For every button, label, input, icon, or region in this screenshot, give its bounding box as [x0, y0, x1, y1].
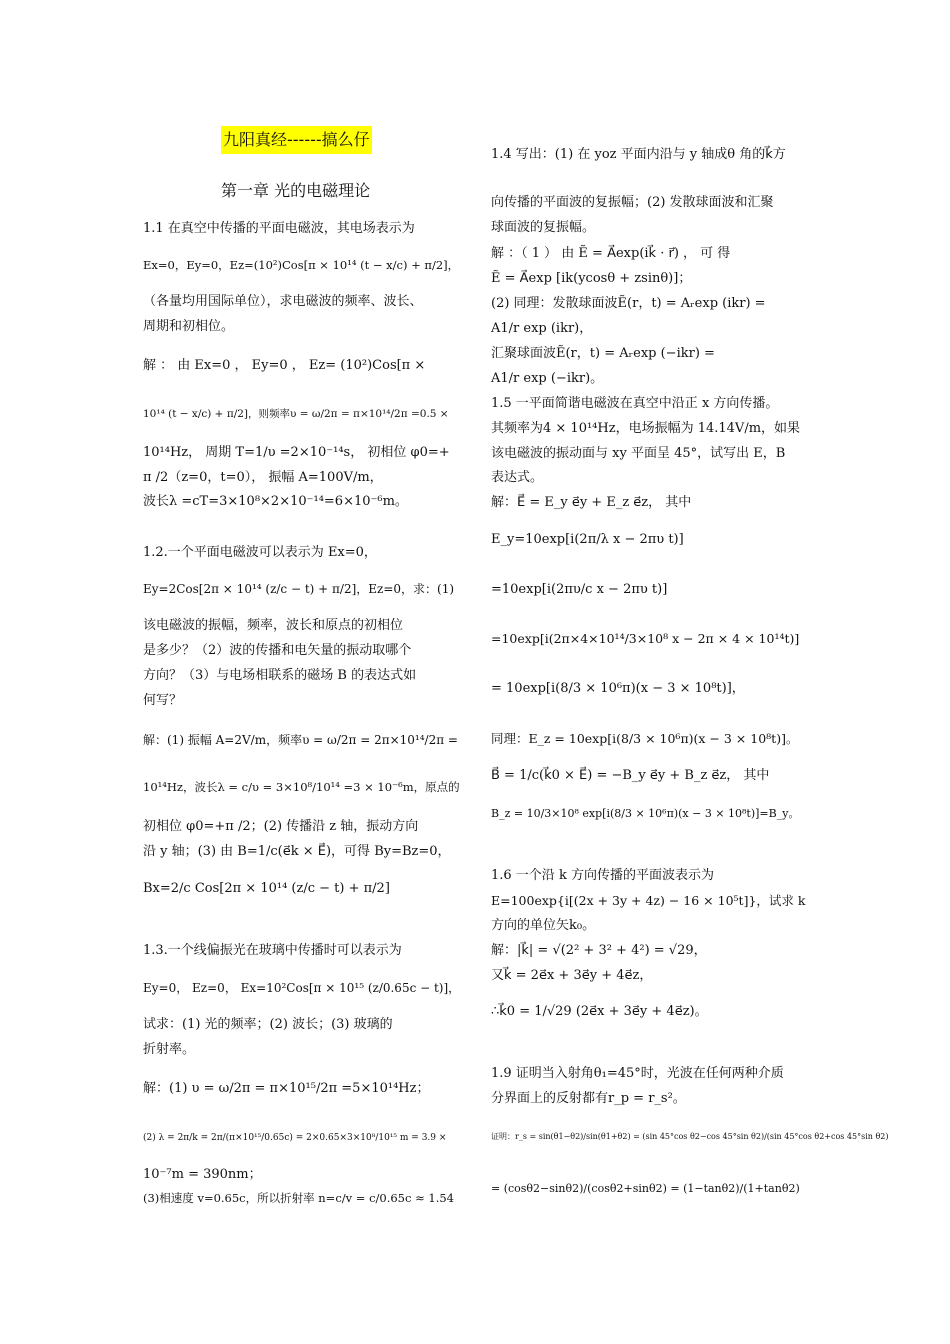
- left-text-line: 10⁻⁷m = 390nm；: [143, 1167, 262, 1182]
- left-text-line: Ey=0， Ez=0， Ex=10²Cos[π × 10¹⁵ (z/0.65c − t)]，: [143, 981, 461, 995]
- right-text-line: = 10exp[i(8/3 × 10⁶π)(x − 3 × 10⁸t)]，: [491, 681, 745, 696]
- right-text-line: 解 ：（ 1 ） 由 Ẽ = A⃗exp(ik⃗ · r⃗) ， 可 得: [491, 246, 731, 261]
- right-text-line: = (cosθ2−sinθ2)/(cosθ2+sinθ2) = (1−tanθ2)/(1+tanθ2): [491, 1182, 800, 1195]
- left-text-line: 1.1 在真空中传播的平面电磁波，其电场表示为: [143, 221, 415, 236]
- left-text-line: Bx=2/c Cos[2π × 10¹⁴ (z/c − t) + π/2]: [143, 881, 390, 896]
- left-text-line: π /2（z=0，t=0）， 振幅 A=100V/m，: [143, 470, 383, 485]
- left-text-line: (3)相速度 v=0.65c，所以折射率 n=c/v = c/0.65c ≈ 1.54: [143, 1191, 454, 1205]
- right-text-line: 又k⃗ = 2e⃗x + 3e⃗y + 4e⃗z，: [491, 968, 653, 983]
- right-text-line: 1.4 写出：(1) 在 yoz 平面内沿与 y 轴成θ 角的k⃗方: [491, 147, 786, 162]
- left-text-line: 解：(1) υ = ω/2π = π×10¹⁵/2π =5×10¹⁴Hz；: [143, 1081, 430, 1096]
- right-text-line: 同理：E_z = 10exp[i(8/3 × 10⁶π)(x − 3 × 10⁸t)]。: [491, 731, 799, 746]
- right-text-line: 1.5 一平面简谐电磁波在真空中沿正 x 方向传播。: [491, 396, 779, 411]
- right-text-line: 球面波的复振幅。: [491, 220, 596, 235]
- left-text-line: 是多少？（2）波的传播和电矢量的振动取哪个: [143, 643, 412, 658]
- right-text-line: 方向的单位矢k₀。: [491, 918, 596, 933]
- right-text-line: 1.9 证明当入射角θ₁=45°时，光波在任何两种介质: [491, 1066, 784, 1081]
- document-title: 九阳真经------搞么仔: [221, 126, 372, 154]
- left-text-line: 解：(1) 振幅 A=2V/m，频率υ = ω/2π = 2π×10¹⁴/2π =: [143, 733, 458, 747]
- left-text-line: 10¹⁴ (t − x/c) + π/2]，则频率υ = ω/2π = π×10¹⁴/2π =0.5 ×: [143, 408, 449, 420]
- right-text-line: 1.6 一个沿 k 方向传播的平面波表示为: [491, 868, 714, 883]
- right-text-line: (2) 同理：发散球面波Ẽ(r，t) = Aᵣexp (ikr) =: [491, 296, 766, 311]
- right-text-line: 汇聚球面波Ẽ(r，t) = Aᵣexp (−ikr) =: [491, 346, 715, 361]
- left-text-line: （各量均用国际单位），求电磁波的频率、波长、: [143, 294, 423, 309]
- left-text-line: 波长λ =cT=3×10⁸×2×10⁻¹⁴=6×10⁻⁶m。: [143, 494, 408, 509]
- left-text-line: 何写？: [143, 693, 183, 708]
- left-text-line: 方向？（3）与电场相联系的磁场 B 的表达式如: [143, 668, 417, 683]
- right-text-line: Ẽ = A⃗exp [ik(ycosθ + zsinθ)]；: [491, 271, 692, 286]
- left-text-line: 试求：(1) 光的频率；(2) 波长；(3) 玻璃的: [143, 1017, 393, 1032]
- left-text-line: 解 ： 由 Ex=0 ， Ey=0 ， Ez= (10²)Cos[π ×: [143, 358, 426, 373]
- left-text-line: 1.3.一个线偏振光在玻璃中传播时可以表示为: [143, 943, 402, 958]
- right-text-line: =10exp[i(2πυ/c x − 2πυ t)]: [491, 582, 668, 597]
- right-text-line: B⃗ = 1/c(k⃗0 × E⃗) = −B_y e⃗y + B_z e⃗z， 其中: [491, 768, 770, 783]
- right-text-line: E_y=10exp[i(2π/λ x − 2πυ t)]: [491, 532, 684, 547]
- right-text-line: =10exp[i(2π×4×10¹⁴/3×10⁸ x − 2π × 4 × 10¹⁴t)]: [491, 631, 800, 646]
- right-text-line: B_z = 10/3×10⁸ exp[i(8/3 × 10⁶π)(x − 3 × 10⁸t)]=B_y。: [491, 807, 800, 820]
- right-text-line: 证明：r_s = sin(θ1−θ2)/sin(θ1+θ2) = (sin 45°cos θ2−cos 45°sin θ2)/(sin 45°cos θ2+cos 45°sin θ2): [491, 1132, 889, 1141]
- left-text-line: 沿 y 轴；(3) 由 B=1/c(e⃗k × E⃗)，可得 By=Bz=0，: [143, 844, 451, 859]
- left-text-line: 折射率。: [143, 1042, 196, 1057]
- right-text-line: 该电磁波的振动面与 xy 平面呈 45°，试写出 E，B: [491, 446, 786, 461]
- left-text-line: Ex=0，Ey=0，Ez=(10²)Cos[π × 10¹⁴ (t − x/c) + π/2]，: [143, 258, 460, 272]
- left-text-line: 该电磁波的振幅，频率，波长和原点的初相位: [143, 618, 404, 633]
- right-text-line: 分界面上的反射都有r_p = r_s²。: [491, 1091, 686, 1106]
- left-text-line: 10¹⁴Hz， 周期 T=1/υ =2×10⁻¹⁴s， 初相位 φ0=+: [143, 445, 450, 460]
- right-text-line: 其频率为4 × 10¹⁴Hz，电场振幅为 14.14V/m，如果: [491, 421, 801, 436]
- left-text-line: (2) λ = 2π/k = 2π/(π×10¹⁵/0.65c) = 2×0.65×3×10⁸/10¹⁵ m = 3.9 ×: [143, 1133, 447, 1143]
- chapter-heading: 第一章 光的电磁理论: [221, 181, 371, 200]
- left-text-line: 周期和初相位。: [143, 319, 235, 334]
- left-text-line: 初相位 φ0=+π /2；(2) 传播沿 z 轴，振动方向: [143, 819, 419, 834]
- right-text-line: E=100exp{i[(2x + 3y + 4z) − 16 × 10⁵t]}，试求 k: [491, 893, 806, 908]
- left-text-line: 10¹⁴Hz，波长λ = c/υ = 3×10⁸/10¹⁴ =3 × 10⁻⁶m，原点的: [143, 780, 460, 794]
- right-text-line: 表达式。: [491, 470, 544, 485]
- left-text-line: Ey=2Cos[2π × 10¹⁴ (z/c − t) + π/2]，Ez=0，求：(1): [143, 582, 455, 596]
- right-text-line: ∴k⃗0 = 1/√29 (2e⃗x + 3e⃗y + 4e⃗z)。: [491, 1004, 708, 1019]
- right-text-line: A1/r exp (ikr)，: [491, 321, 593, 336]
- right-text-line: 向传播的平面波的复振幅；(2) 发散球面波和汇聚: [491, 195, 774, 210]
- right-text-line: 解：|k⃗| = √(2² + 3² + 4²) = √29，: [491, 943, 707, 958]
- right-text-line: A1/r exp (−ikr)。: [491, 371, 604, 386]
- right-text-line: 解：E⃗ = E_y e⃗y + E_z e⃗z， 其中: [491, 495, 692, 510]
- left-text-line: 1.2.一个平面电磁波可以表示为 Ex=0，: [143, 545, 377, 560]
